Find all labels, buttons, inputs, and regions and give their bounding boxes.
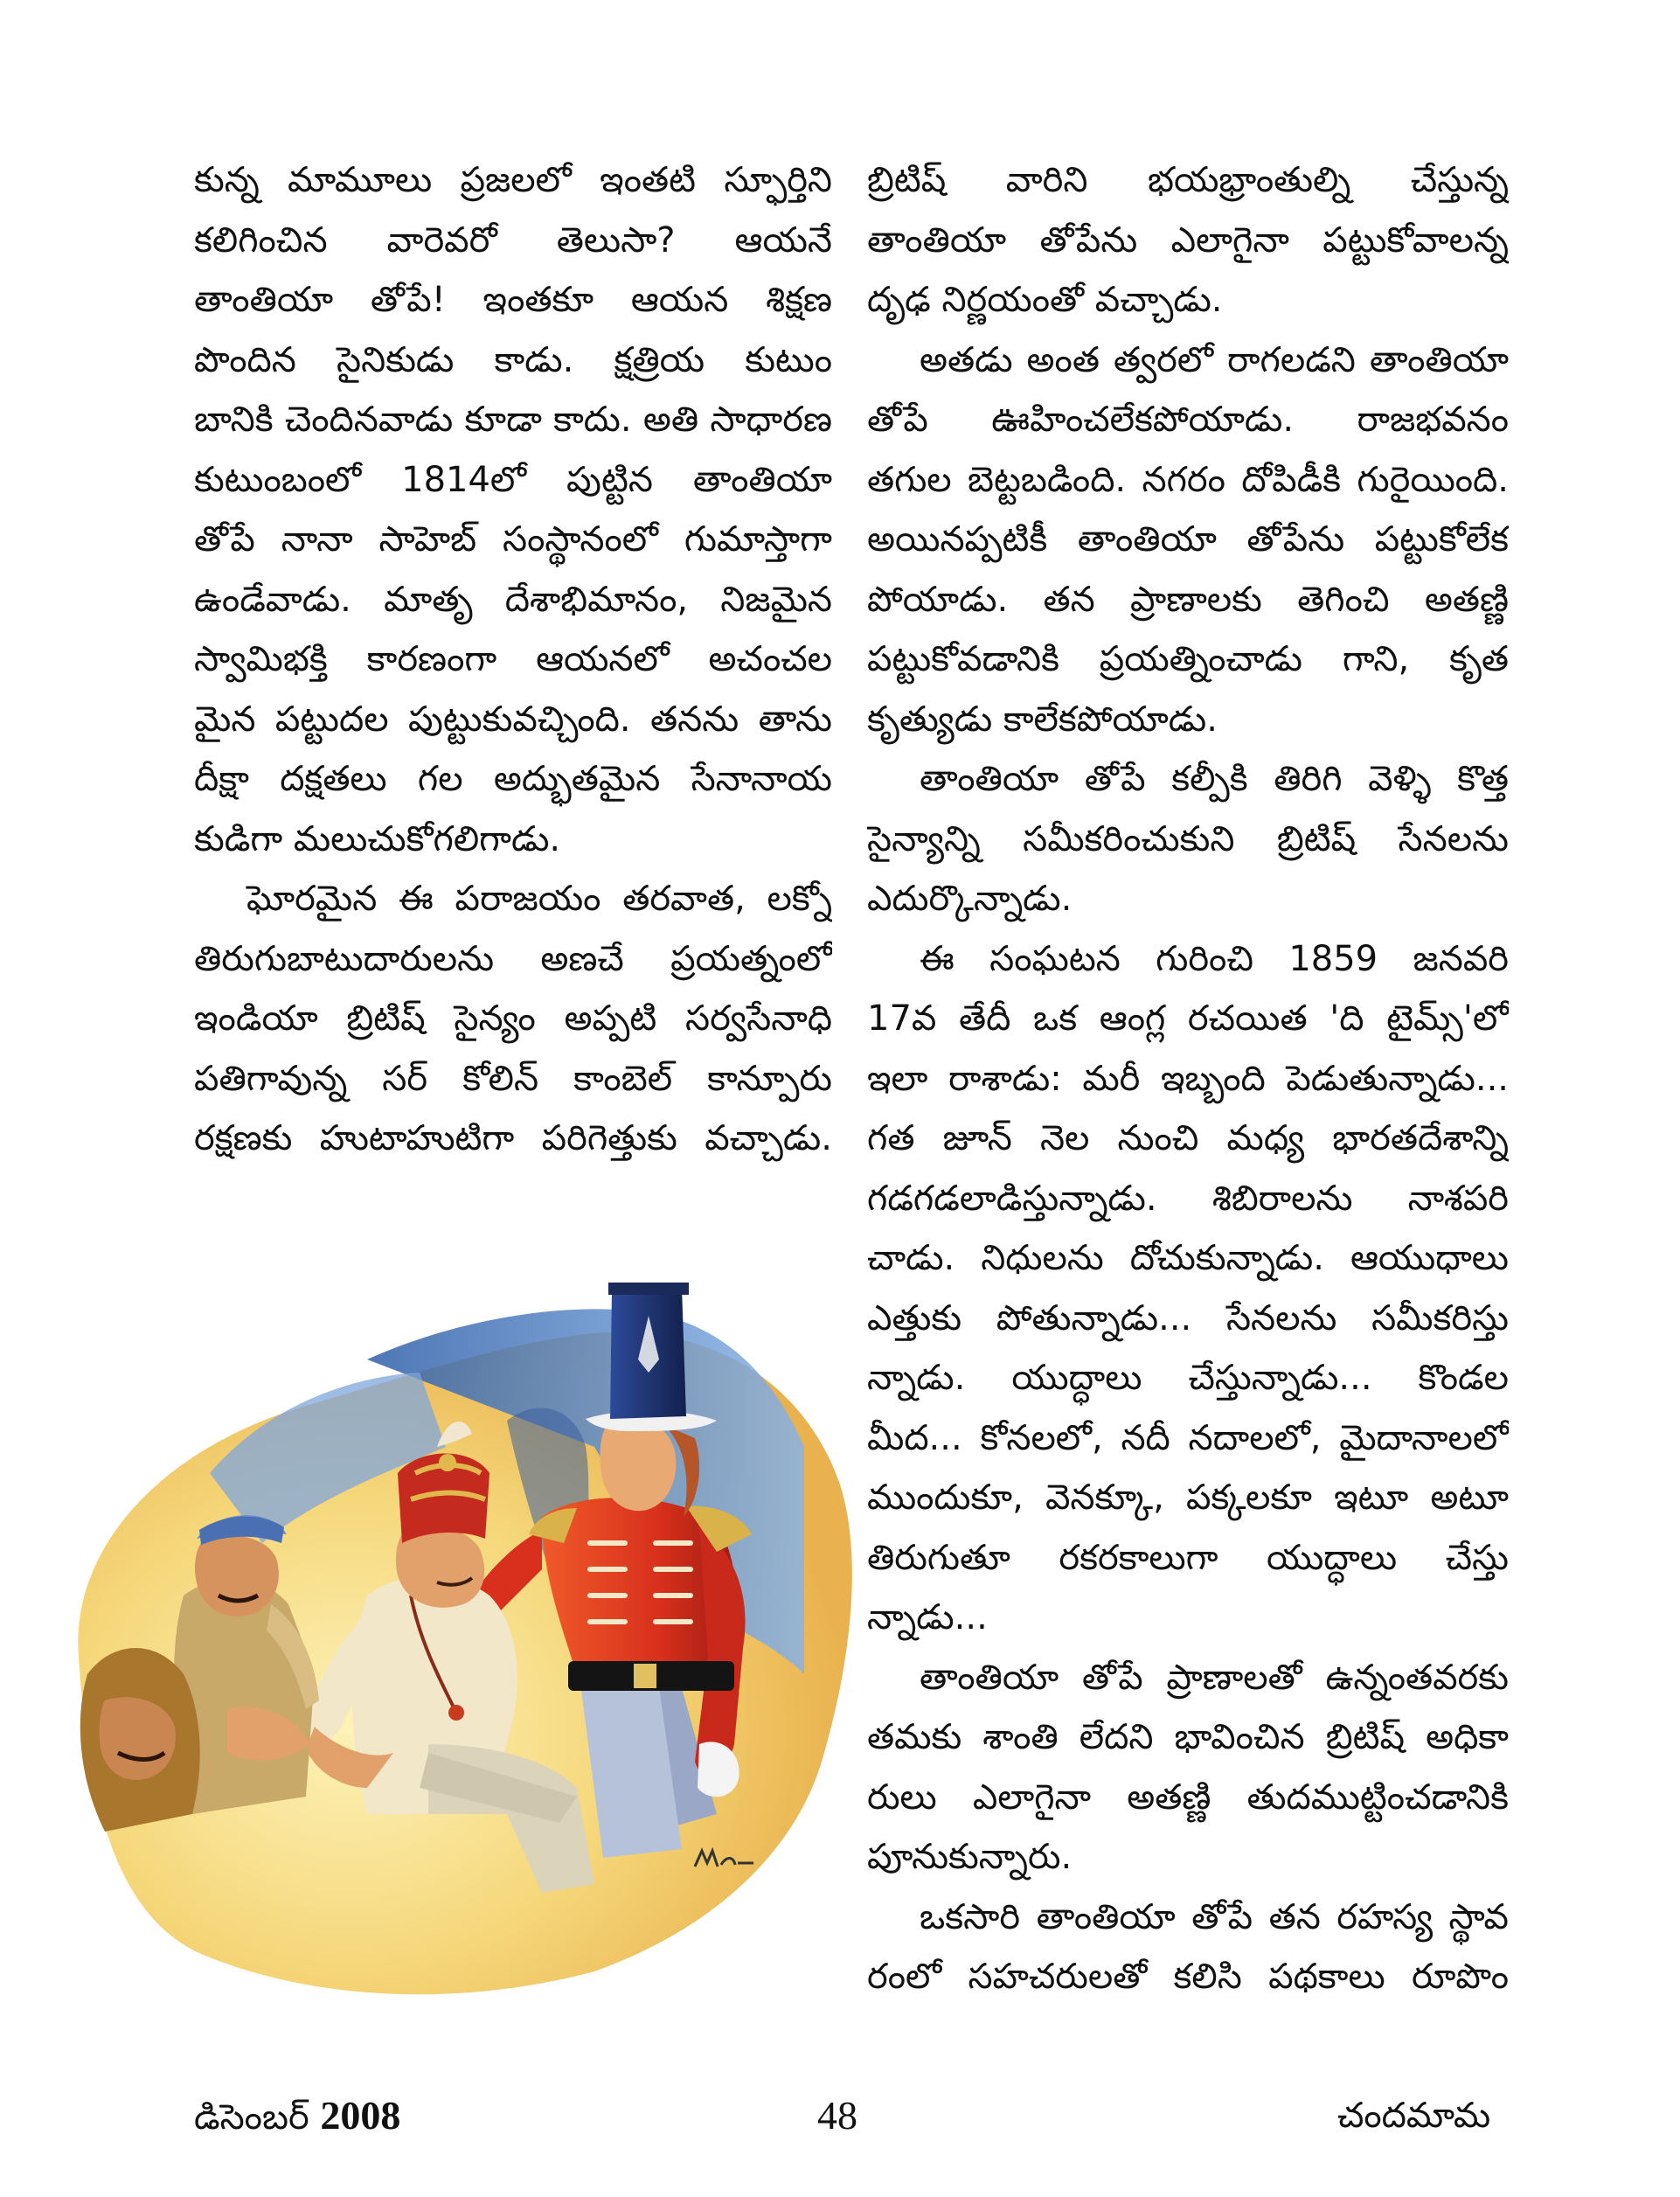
- text-line: సైన్యాన్ని సమీకరించుకుని బ్రిటిష్ సేనలను: [867, 818, 1509, 859]
- text-line: బానికి చెందినవాడు కూడా కాదు. అతి సాధారణ: [194, 400, 832, 440]
- text-line: దీక్షా దక్షతలు గల అద్భుతమైన సేనానాయ: [194, 759, 832, 799]
- issue-year: 2008: [320, 2093, 401, 2138]
- text-line: ముందుకూ, వెనక్కూ, పక్కలకూ ఇటూ అటూ: [867, 1477, 1509, 1518]
- text-line: మీద... కోనలలో, నదీ నదాలలో, మైదానాలలో: [867, 1417, 1509, 1458]
- text-line: ఎత్తుకు పోతున్నాడు... సేనలను సమీకరిస్తు: [867, 1297, 1509, 1338]
- text-line: రంలో సహచరులతో కలిసి పథకాలు రూపొం: [867, 1957, 1509, 1997]
- paragraph-start: అతడు అంత త్వరలో రాగలడని తాంతియా: [920, 339, 1509, 380]
- page-number: 48: [817, 2093, 857, 2138]
- article-right-column: [867, 150, 1509, 2007]
- text-line: ఉండేవాడు. మాతృ దేశాభిమానం, నిజమైన: [194, 579, 832, 620]
- text-line: మైన పట్టుదల పుట్టుకువచ్చింది. తనను తాను: [194, 699, 832, 740]
- text-line: పోయాడు. తన ప్రాణాలకు తెగించి అతణ్ణి: [867, 579, 1509, 620]
- text-line: తాంతియా తోపేను ఎలాగైనా పట్టుకోవాలన్న: [867, 219, 1509, 261]
- text-line: చాడు. నిధులను దోచుకున్నాడు. ఆయుధాలు: [867, 1238, 1509, 1278]
- paragraph-start: ఈ సంఘటన గురించి 1859 జనవరి: [920, 938, 1509, 979]
- text-line: తగుల బెట్టబడింది. నగరం దోపిడీకి గురైయింది.: [867, 459, 1509, 500]
- text-line: న్నాడు. యుద్ధాలు చేస్తున్నాడు... కొండల: [867, 1358, 1509, 1398]
- paragraph-start: తాంతియా తోపే ప్రాణాలతో ఉన్నంతవరకు: [920, 1657, 1509, 1698]
- article-left-column: [194, 150, 832, 1169]
- magazine-name: చందమామ: [1337, 2096, 1491, 2136]
- text-line: ఎదుర్కొన్నాడు.: [867, 879, 1073, 919]
- text-line: ఇలా రాశాడు: మరీ ఇబ్బంది పెడుతున్నాడు...: [867, 1058, 1509, 1099]
- issue-month: డిసెంబర్: [194, 2097, 309, 2138]
- text-line: పూనుకున్నారు.: [867, 1837, 1073, 1877]
- text-line: కలిగించిన వారెవరో తెలుసా? ఆయనే: [194, 219, 832, 261]
- text-line: కుటుంబంలో 1814లో పుట్టిన తాంతియా: [194, 459, 832, 500]
- text-line: తమకు శాంతి లేదని భావించిన బ్రిటిష్ అధికా: [867, 1717, 1509, 1757]
- text-line: 17వ తేదీ ఒక ఆంగ్ల రచయిత 'ది టైమ్స్'లో: [867, 998, 1509, 1039]
- text-line: బ్రిటిష్ వారిని భయభ్రాంతుల్ని చేస్తున్న: [867, 160, 1509, 200]
- text-line: అయినప్పటికీ తాంతియా తోపేను పట్టుకోలేక: [867, 519, 1509, 560]
- text-line: తిరుగుబాటుదారులను అణచే ప్రయత్నంలో: [194, 938, 832, 979]
- text-line: రక్షణకు హుటాహుటిగా పరిగెత్తుకు వచ్చాడు.: [194, 1118, 832, 1158]
- story-illustration: [52, 1185, 874, 2002]
- paragraph-start: ఒకసారి తాంతియా తోపే తన రహస్య స్థావ: [920, 1896, 1509, 1937]
- text-line: న్నాడు...: [867, 1597, 988, 1637]
- text-line: కృత్యుడు కాలేకపోయాడు.: [867, 699, 1218, 740]
- text-line: తాంతియా తోపే! ఇంతకూ ఆయన శిక్షణ: [194, 280, 832, 320]
- paragraph-start: ఘోరమైన ఈ పరాజయం తరవాత, లక్నో: [246, 879, 832, 919]
- text-line: కుడిగా మలుచుకోగలిగాడు.: [194, 818, 561, 859]
- text-line: పొందిన సైనికుడు కాడు. క్షత్రియ కుటుం: [194, 339, 832, 380]
- text-line: తోపే నానా సాహెబ్ సంస్థానంలో గుమాస్తాగా: [194, 519, 832, 560]
- text-line: కున్న మామూలు ప్రజలలో ఇంతటి స్ఫూర్తిని: [194, 160, 832, 200]
- text-line: పతిగావున్న సర్ కోలిన్ కాంబెల్ కాన్పూరు: [194, 1058, 832, 1099]
- issue-date: [194, 2089, 400, 2142]
- text-line: గడగడలాడిస్తున్నాడు. శిబిరాలను నాశపరి: [867, 1178, 1509, 1219]
- text-line: పట్టుకోవడానికి ప్రయత్నించాడు గాని, కృత: [867, 639, 1509, 679]
- text-line: దృఢ నిర్ణయంతో వచ్చాడు.: [867, 280, 1223, 320]
- text-line: ఇండియా బ్రిటిష్ సైన్యం అప్పటి సర్వసేనాధి: [194, 998, 832, 1039]
- text-line: తోపే ఊహించలేకపోయాడు. రాజభవనం: [867, 400, 1509, 440]
- text-line: స్వామిభక్తి కారణంగా ఆయనలో అచంచల: [194, 639, 832, 679]
- paragraph-start: తాంతియా తోపే కల్పీకి తిరిగి వెళ్ళి కొత్త: [920, 759, 1509, 799]
- text-line: తిరుగుతూ రకరకాలుగా యుద్ధాలు చేస్తు: [867, 1537, 1509, 1578]
- text-line: రులు ఎలాగైనా అతణ్ణి తుదముట్టించడానికి: [867, 1776, 1509, 1818]
- text-line: గత జూన్ నెల నుంచి మధ్య భారతదేశాన్ని: [867, 1118, 1509, 1158]
